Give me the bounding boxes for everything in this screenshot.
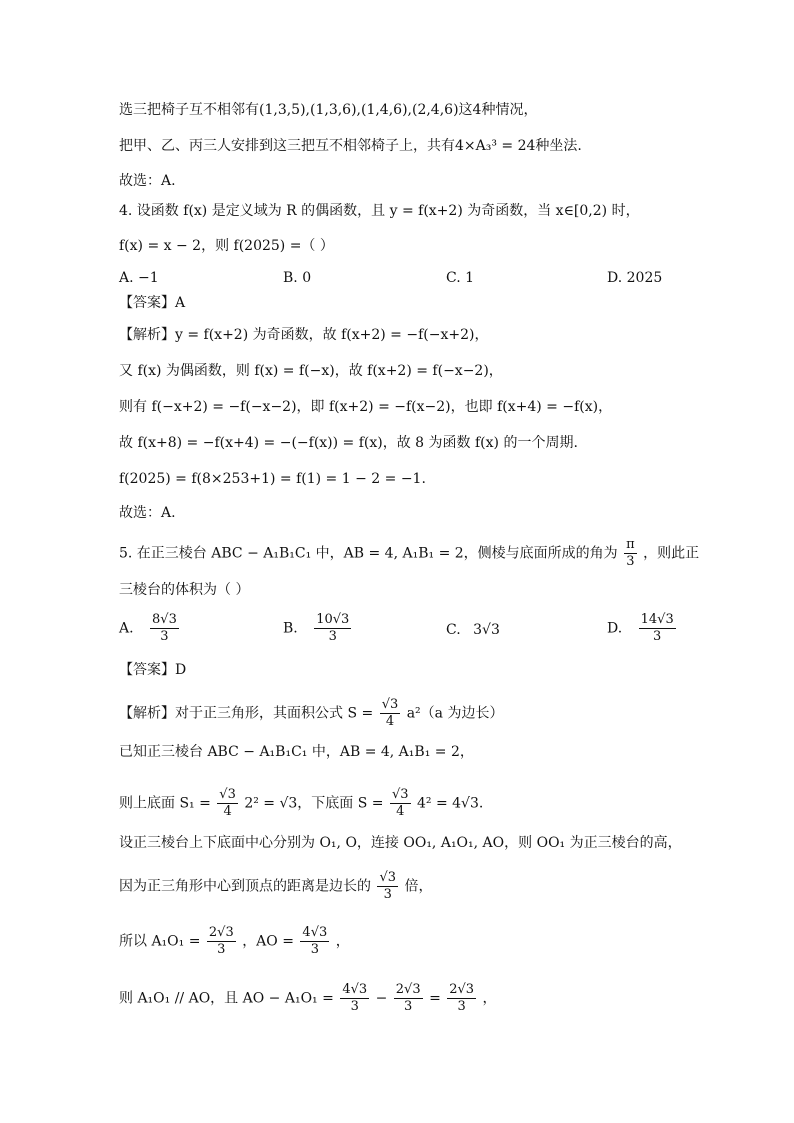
q4-option-a: A. −1	[119, 270, 159, 286]
analysis-line: 又 f(x) 为偶函数，则 f(x) = f(−x)，故 f(x+2) = f(−x−2)，	[119, 363, 503, 379]
text-line: 把甲、乙、丙三人安排到这三把互不相邻椅子上，共有4×A₃³ = 24种坐法.	[119, 138, 582, 154]
answer-line: 【答案】A	[119, 295, 186, 311]
analysis-line: 【解析】y = f(x+2) 为奇函数，故 f(x+2) = −f(−x+2)，	[119, 327, 489, 343]
analysis-line: 则上底面 S₁ = $\frac{√3}{4}$ 2² = √3，下底面 S = $\frac{√3}{4}$ 4² = 4√3.	[119, 787, 484, 819]
text-line: 故选：A.	[119, 173, 176, 189]
question-5-stem-cont: 三棱台的体积为（ ）	[119, 582, 250, 598]
q4-option-b: B. 0	[283, 270, 312, 286]
answer-line: 【答案】D	[119, 662, 187, 678]
q5-option-d: D. $\frac{14√3}{3}$	[607, 612, 674, 644]
q5-option-c: C. 3√3	[446, 622, 500, 638]
q4-option-c: C. 1	[446, 270, 475, 286]
analysis-line: 设正三棱台上下底面中心分别为 O₁, O，连接 OO₁, A₁O₁, AO，则 OO₁ 为正三棱台的高，	[119, 835, 682, 851]
analysis-line: 则 A₁O₁ // AO，且 AO − A₁O₁ = $\frac{4√3}{3}$ − $\frac{2√3}{3}$ = $\frac{2√3}{3}$ ，	[119, 982, 497, 1014]
analysis-line: f(2025) = f(8×253+1) = f(1) = 1 − 2 = −1.	[119, 471, 426, 487]
text-line: 选三把椅子互不相邻有(1,3,5),(1,3,6),(1,4,6),(2,4,6)这4种情况，	[119, 102, 538, 118]
question-5-stem: 5. 在正三棱台 ABC − A₁B₁C₁ 中，AB = 4, A₁B₁ = 2，侧棱与底面所成的角为 $\frac{\pi}{3}$ ，则此正	[119, 537, 700, 569]
analysis-line: 因为正三角形中心到顶点的距离是边长的 $\frac{√3}{3}$ 倍，	[119, 870, 433, 902]
analysis-line: 则有 f(−x+2) = −f(−x−2)，即 f(x+2) = −f(x−2)，也即 f(x+4) = −f(x)，	[119, 399, 613, 415]
text-line: 故选：A.	[119, 505, 176, 521]
analysis-line: 所以 A₁O₁ = $\frac{2√3}{3}$ ，AO = $\frac{4√3}{3}$ ，	[119, 925, 350, 957]
q5-option-a: A. $\frac{8√3}{3}$	[119, 612, 177, 644]
question-4-stem: 4. 设函数 f(x) 是定义域为 R 的偶函数，且 y = f(x+2) 为奇函数，当 x∈[0,2) 时，	[119, 203, 640, 219]
analysis-line: 【解析】对于正三角形，其面积公式 S = $\frac{√3}{4}$ a²（a 为边长）	[119, 697, 504, 729]
q5-option-b: B. $\frac{10√3}{3}$	[283, 612, 350, 644]
q4-option-d: D. 2025	[607, 270, 663, 286]
analysis-line: 已知正三棱台 ABC − A₁B₁C₁ 中，AB = 4, A₁B₁ = 2，	[119, 744, 474, 760]
analysis-line: 故 f(x+8) = −f(x+4) = −(−f(x)) = f(x)，故 8 为函数 f(x) 的一个周期.	[119, 435, 578, 451]
question-4-stem-cont: f(x) = x − 2，则 f(2025) =（ ）	[119, 238, 334, 254]
fraction-pi-over-3: $\frac{\pi}{3}$	[626, 537, 635, 569]
